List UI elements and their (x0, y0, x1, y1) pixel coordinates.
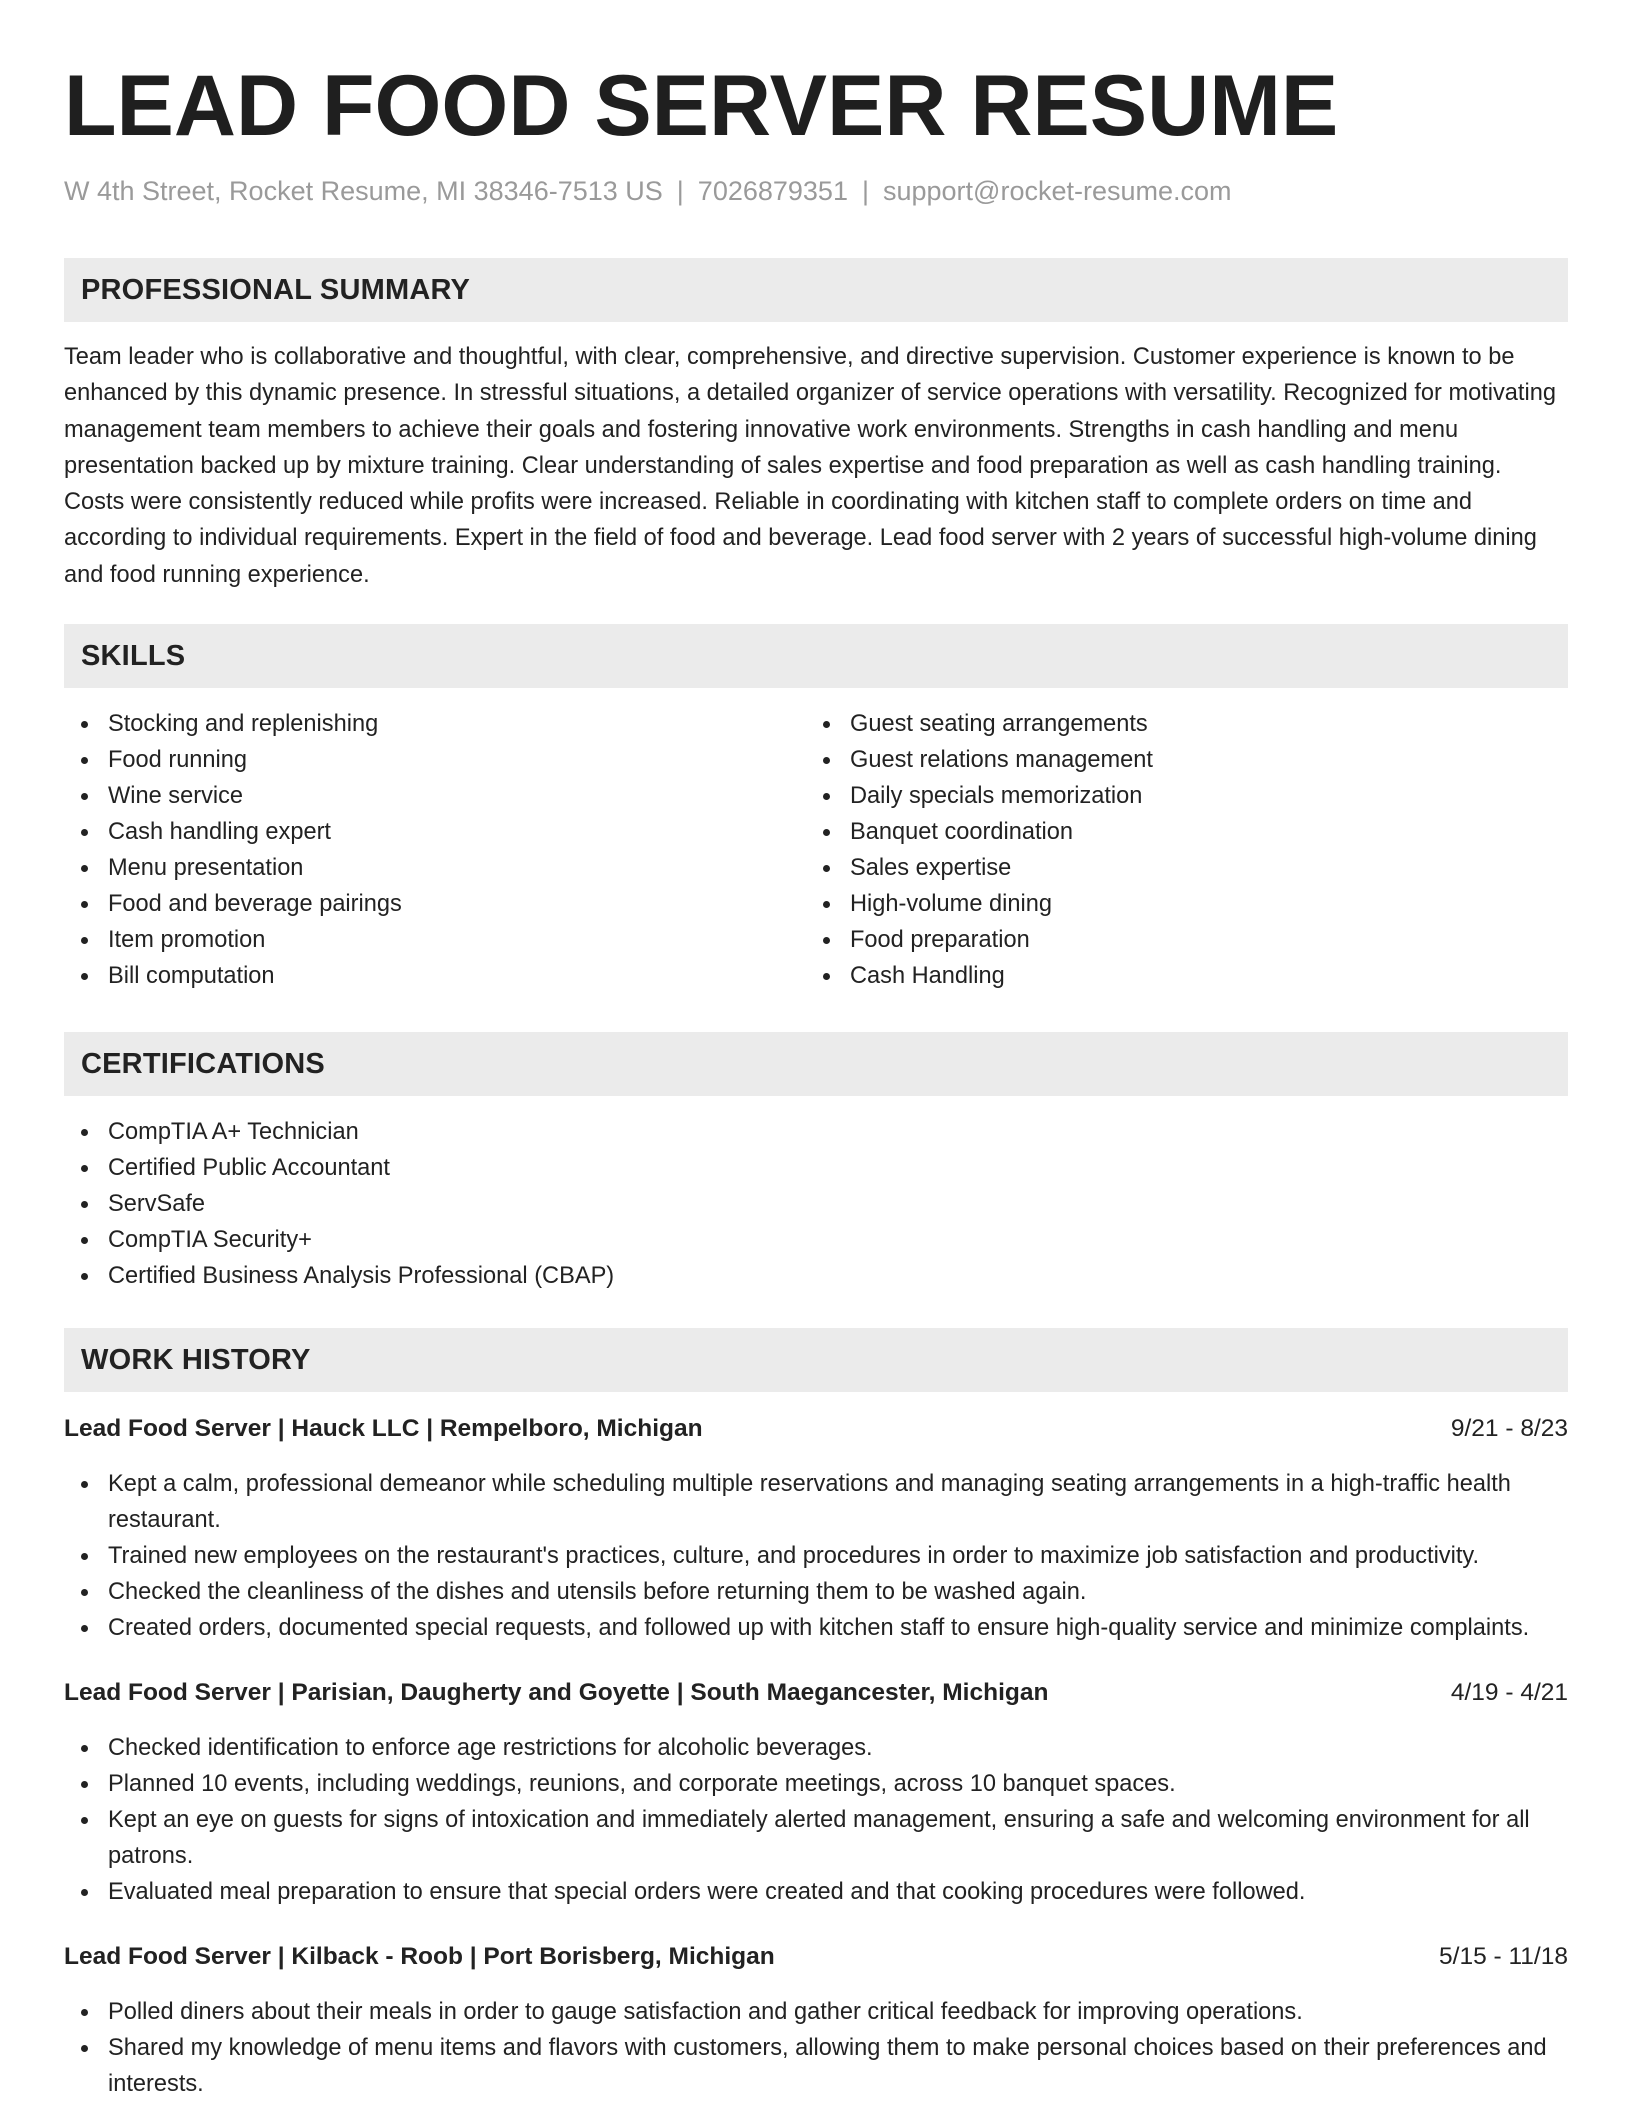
skills-heading: SKILLS (64, 624, 1568, 688)
contact-email: support@rocket-resume.com (882, 176, 1232, 206)
professional-summary-heading: PROFESSIONAL SUMMARY (64, 258, 1568, 322)
job-header (64, 1676, 1568, 1710)
resume-title: LEAD FOOD SERVER RESUME (64, 58, 1339, 154)
list-item: Kept an eye on guests for signs of intoxication and immediately alerted management, ensuring a safe and welcoming environment for all patrons. (64, 1802, 1568, 1874)
list-item: Shared my knowledge of menu items and flavors with customers, allowing them to make personal choices based on their preferences and interests. (64, 2030, 1568, 2102)
contact-separator: | (676, 176, 684, 206)
list-item: CompTIA A+ Technician (64, 1114, 1568, 1150)
contact-phone: 7026879351 (697, 176, 848, 206)
skills-right-list (806, 706, 1546, 994)
list-item: High-volume dining (806, 886, 1546, 922)
list-item: Daily specials memorization (806, 778, 1546, 814)
certifications-list (64, 1114, 1568, 1294)
list-item: Bill computation (64, 958, 806, 994)
list-item: Created orders, documented special requests, and followed up with kitchen staff to ensure high-quality service and minimize complaints. (64, 1610, 1568, 1646)
list-item: Item promotion (64, 922, 806, 958)
list-item: CompTIA Security+ (64, 1222, 1568, 1258)
list-item: ServSafe (64, 1186, 1568, 1222)
list-item: Food preparation (806, 922, 1546, 958)
list-item: Sales expertise (806, 850, 1546, 886)
list-item: Checked identification to enforce age restrictions for alcoholic beverages. (64, 1730, 1568, 1766)
job-header (64, 1940, 1568, 1974)
contact-address: W 4th Street, Rocket Resume, MI 38346-7513 US (64, 176, 663, 206)
job-dates: 4/19 - 4/21 (1450, 1679, 1568, 1707)
list-item: Checked the cleanliness of the dishes and utensils before returning them to be washed again. (64, 1574, 1568, 1610)
job-entry (64, 1412, 1568, 1646)
job-bullet-list (64, 1466, 1568, 1646)
list-item: Evaluated meal preparation to ensure that special orders were created and that cooking procedures were followed. (64, 1874, 1568, 1910)
list-item: Wine service (64, 778, 806, 814)
list-item: Polled diners about their meals in order to gauge satisfaction and gather critical feedback for improving operations. (64, 1994, 1568, 2030)
list-item: Cash handling expert (64, 814, 806, 850)
list-item: Food and beverage pairings (64, 886, 806, 922)
contact-separator: | (861, 176, 869, 206)
job-dates: 5/15 - 11/18 (1439, 1943, 1568, 1971)
list-item: Guest seating arrangements (806, 706, 1546, 742)
list-item: Banquet coordination (806, 814, 1546, 850)
list-item: Planned 10 events, including weddings, reunions, and corporate meetings, across 10 banquet spaces. (64, 1766, 1568, 1802)
job-header (64, 1412, 1568, 1446)
list-item: Food running (64, 742, 806, 778)
job-bullet-list (64, 1994, 1568, 2102)
work-history-list (64, 1412, 1568, 2102)
skills-grid (64, 706, 1568, 994)
skills-left-list (64, 706, 806, 994)
list-item: Guest relations management (806, 742, 1546, 778)
certifications-heading: CERTIFICATIONS (64, 1032, 1568, 1096)
contact-line (64, 174, 1568, 208)
professional-summary-text: Team leader who is collaborative and thoughtful, with clear, comprehensive, and directive supervision. Customer experience is known to be enhanced by this dynamic presence. In stressful situations, a detailed organizer of service operations with versatility. Recognized for motivating management team members to achieve their goals and fostering innovative work environments. Strengths in cash handling and menu presentation backed up by mixture training. Clear understanding of sales expertise and food preparation as well as cash handling training. Costs were consistently reduced while profits were increased. Reliable in coordinating with kitchen staff to complete orders on time and according to individual requirements. Expert in the field of food and beverage. Lead food server with 2 years of successful high-volume dining and food running experience. (64, 344, 1556, 588)
job-dates: 9/21 - 8/23 (1450, 1415, 1568, 1443)
list-item: Menu presentation (64, 850, 806, 886)
job-title: Lead Food Server | Parisian, Daugherty and Goyette | South Maegancester, Michigan (64, 1679, 1049, 1707)
job-title: Lead Food Server | Kilback - Roob | Port Borisberg, Michigan (64, 1943, 775, 1971)
list-item: Certified Business Analysis Professional (CBAP) (64, 1258, 1568, 1294)
list-item: Stocking and replenishing (64, 706, 806, 742)
job-title: Lead Food Server | Hauck LLC | Rempelboro, Michigan (64, 1415, 703, 1443)
job-entry (64, 1940, 1568, 2102)
list-item: Kept a calm, professional demeanor while scheduling multiple reservations and managing seating arrangements in a high-traffic health restaurant. (64, 1466, 1568, 1538)
job-bullet-list (64, 1730, 1568, 1910)
work-history-heading: WORK HISTORY (64, 1328, 1568, 1392)
job-entry (64, 1676, 1568, 1910)
list-item: Cash Handling (806, 958, 1546, 994)
list-item: Trained new employees on the restaurant's practices, culture, and procedures in order to maximize job satisfaction and productivity. (64, 1538, 1568, 1574)
list-item: Certified Public Accountant (64, 1150, 1568, 1186)
